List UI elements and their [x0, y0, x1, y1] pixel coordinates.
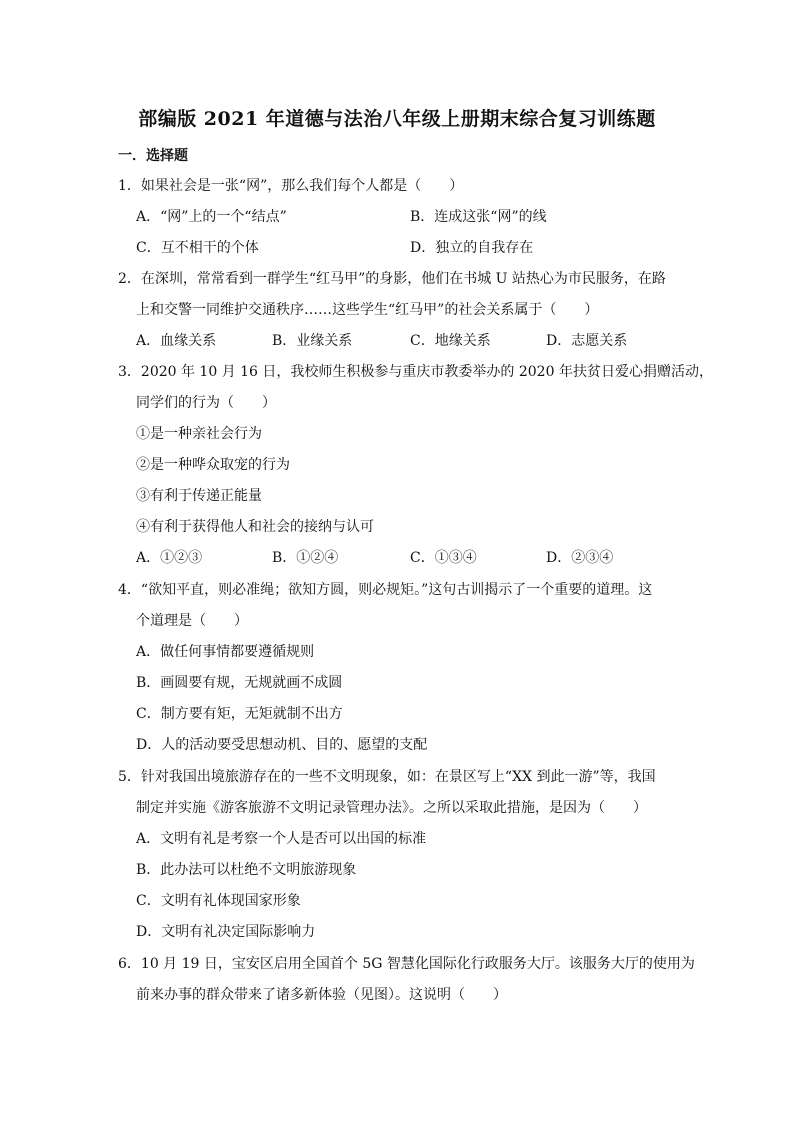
question-3-option-c: C．①③④: [410, 550, 477, 566]
page-title: 部编版 2021 年道德与法治八年级上册期末综合复习训练题: [138, 108, 656, 130]
question-3-stem-line-1: 3．2020 年 10 月 16 日，我校师生积极参与重庆市教委举办的 2020 年扶贫日爱心捐赠活动，: [118, 364, 713, 380]
question-2-option-b: B．业缘关系: [272, 333, 353, 349]
question-5-option-b: B．此办法可以杜绝不文明旅游现象: [136, 862, 357, 878]
question-4-stem-line-2: 个道理是（ ）: [136, 613, 248, 629]
question-5-option-d: D．文明有礼决定国际影响力: [136, 924, 316, 940]
question-3-statement-3: ③有利于传递正能量: [136, 488, 262, 504]
question-2-stem-line-2: 上和交警一同维护交通秩序……这些学生“红马甲”的社会关系属于（ ）: [136, 302, 599, 318]
question-5-option-a: A．文明有礼是考察一个人是否可以出国的标准: [136, 831, 427, 847]
question-1-option-d: D．独立的自我存在: [410, 240, 534, 256]
question-1-stem: 1．如果社会是一张“网”，那么我们每个人都是（ ）: [118, 178, 464, 194]
question-3-statement-2: ②是一种哗众取宠的行为: [136, 457, 290, 473]
question-2-stem-line-1: 2．在深圳，常常看到一群学生“红马甲”的身影，他们在书城 U 站热心为市民服务，在路: [118, 271, 666, 287]
question-2-option-a: A．血缘关系: [136, 333, 217, 349]
question-3-option-a: A．①②③: [136, 550, 203, 566]
question-4-stem-line-1: 4．“欲知平直，则必准绳；欲知方圆，则必规矩。”这句古训揭示了一个重要的道理。这: [118, 582, 653, 598]
question-2-option-c: C．地缘关系: [410, 333, 491, 349]
question-5-option-c: C．文明有礼体现国家形象: [136, 893, 301, 909]
question-1-option-c: C．互不相干的个体: [136, 240, 259, 256]
question-3-statement-4: ④有利于获得他人和社会的接纳与认可: [136, 519, 374, 535]
question-6-stem-line-1: 6．10 月 19 日，宝安区启用全国首个 5G 智慧化国际化行政服务大厅。该服务大厅的使用为: [118, 956, 695, 972]
question-4-option-c: C．制方要有矩，无矩就制不出方: [136, 706, 343, 722]
question-5-stem-line-2: 制定并实施《游客旅游不文明记录管理办法》。之所以采取此措施，是因为（ ）: [136, 800, 647, 816]
question-3-option-d: D．②③④: [546, 550, 614, 566]
question-2-option-d: D．志愿关系: [546, 333, 628, 349]
section-heading: 一．选择题: [118, 148, 188, 164]
question-3-option-b: B．①②④: [272, 550, 339, 566]
question-6-stem-line-2: 前来办事的群众带来了诸多新体验（见图）。这说明（ ）: [136, 987, 507, 1003]
question-3-stem-line-2: 同学们的行为（ ）: [136, 395, 276, 411]
question-4-option-d: D．人的活动要受思想动机、目的、愿望的支配: [136, 737, 428, 753]
question-1-option-a: A．“网”上的一个“结点”: [136, 209, 287, 225]
question-1-option-b: B．连成这张“网”的线: [410, 209, 547, 225]
question-4-option-b: B．画圆要有规，无规就画不成圆: [136, 675, 343, 691]
question-3-statement-1: ①是一种亲社会行为: [136, 426, 262, 442]
question-4-option-a: A．做任何事情都要遵循规则: [136, 644, 315, 660]
question-5-stem-line-1: 5．针对我国出境旅游存在的一些不文明现象，如：在景区写上“XX 到此一游”等，我国: [118, 769, 656, 785]
